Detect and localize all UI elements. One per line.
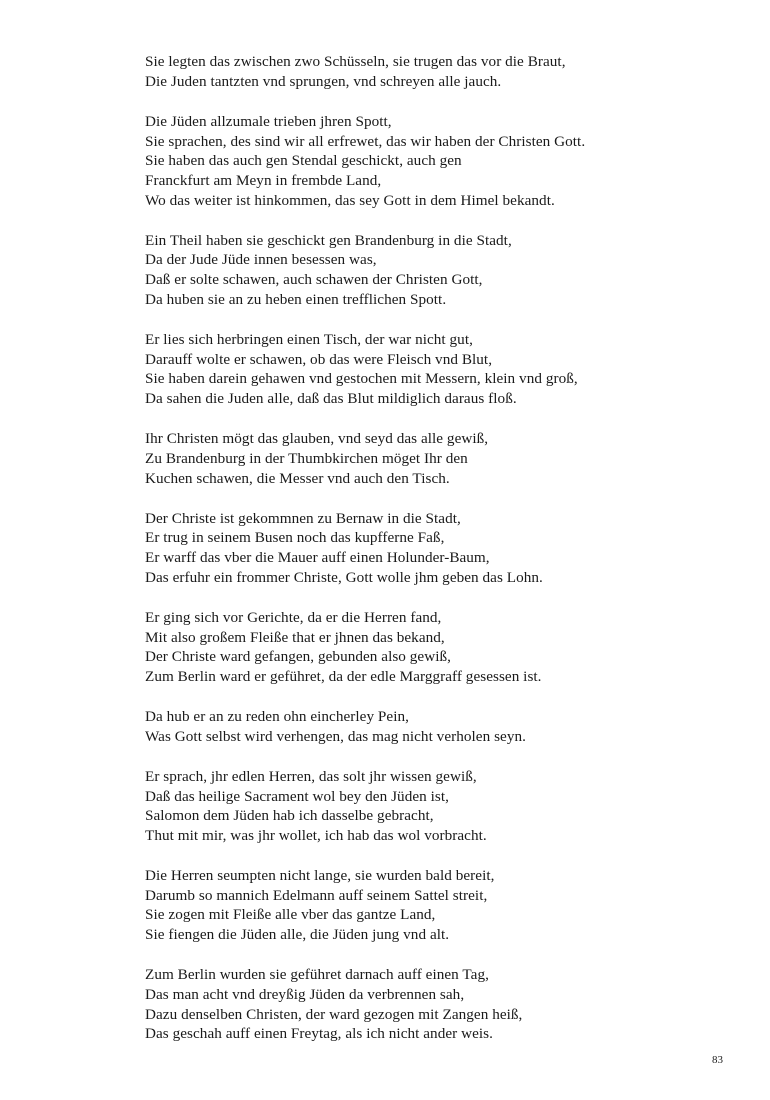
verse-line: Der Christe ist gekommnen zu Bernaw in die Stadt,: [145, 509, 461, 527]
verse-line: Sie sprachen, des sind wir all erfrewet, das wir haben der Christen Gott.: [145, 132, 586, 150]
verse-line: Der Christe ward gefangen, gebunden also gewiß,: [145, 648, 452, 666]
verse-line: Das man acht vnd dreyßig Jüden da verbrennen sah,: [145, 985, 465, 1003]
verse-line: Sie zogen mit Fleiße alle vber das gantze Land,: [145, 906, 436, 924]
verse-line: Er warff das vber die Mauer auff einen Holunder-Baum,: [145, 549, 490, 567]
verse-line: Die Jüden allzumale trieben jhren Spott,: [145, 112, 392, 130]
verse-line: Daß er solte schawen, auch schawen der Christen Gott,: [145, 271, 483, 289]
verse-line: Thut mit mir, was jhr wollet, ich hab das wol vorbracht.: [145, 826, 487, 844]
stanza: [145, 866, 725, 945]
verse-line: Da sahen die Juden alle, daß das Blut mildiglich daraus floß.: [145, 390, 517, 408]
verse-line: Dazu denselben Christen, der ward gezogen mit Zangen heiß,: [145, 1005, 523, 1023]
verse-line: Darauff wolte er schawen, ob das were Fleisch vnd Blut,: [145, 350, 493, 368]
verse-line: Kuchen schawen, die Messer vnd auch den Tisch.: [145, 469, 450, 487]
verse-line: Das erfuhr ein frommer Christe, Gott wolle jhm geben das Lohn.: [145, 568, 543, 586]
stanza: [145, 231, 725, 310]
verse-line: Was Gott selbst wird verhengen, das mag nicht verholen seyn.: [145, 727, 526, 745]
page-number: 83: [712, 1054, 723, 1066]
verse-line: Mit also großem Fleiße that er jhnen das bekand,: [145, 628, 445, 646]
verse-line: Franckfurt am Meyn in frembde Land,: [145, 171, 382, 189]
verse-line: Darumb so mannich Edelmann auff seinem Sattel streit,: [145, 886, 488, 904]
verse-line: Er trug in seinem Busen noch das kupfferne Faß,: [145, 529, 445, 547]
stanza: [145, 429, 725, 488]
verse-line: Er ging sich vor Gerichte, da er die Herren fand,: [145, 608, 442, 626]
stanza: [145, 112, 725, 211]
stanza: [145, 707, 725, 746]
verse-line: Das geschah auff einen Freytag, als ich nicht ander weis.: [145, 1025, 493, 1043]
stanza: [145, 330, 725, 409]
verse-line: Ein Theil haben sie geschickt gen Brandenburg in die Stadt,: [145, 231, 512, 249]
verse-line: Da der Jude Jüde innen besessen was,: [145, 251, 377, 269]
stanza: [145, 509, 725, 588]
verse-line: Zum Berlin ward er geführet, da der edle Marggraff gesessen ist.: [145, 667, 542, 685]
stanza: [145, 965, 725, 1044]
verse-line: Sie haben das auch gen Stendal geschickt, auch gen: [145, 152, 462, 170]
verse-line: Zu Brandenburg in der Thumbkirchen möget Ihr den: [145, 449, 468, 467]
stanza: [145, 608, 725, 687]
verse-line: Sie fiengen die Jüden alle, die Jüden jung vnd alt.: [145, 926, 450, 944]
verse-line: Zum Berlin wurden sie geführet darnach auff einen Tag,: [145, 966, 489, 984]
verse-line: Salomon dem Jüden hab ich dasselbe gebracht,: [145, 807, 434, 825]
poem-text: [145, 52, 725, 1064]
verse-line: Die Juden tantzten vnd sprungen, vnd schreyen alle jauch.: [145, 72, 502, 90]
verse-line: Ihr Christen mögt das glauben, vnd seyd das alle gewiß,: [145, 430, 489, 448]
stanza: [145, 52, 725, 91]
verse-line: Er sprach, jhr edlen Herren, das solt jhr wissen gewiß,: [145, 767, 477, 785]
verse-line: Sie haben darein gehawen vnd gestochen mit Messern, klein vnd groß,: [145, 370, 578, 388]
verse-line: Sie legten das zwischen zwo Schüsseln, sie trugen das vor die Braut,: [145, 53, 566, 70]
verse-line: Da huben sie an zu heben einen trefflichen Spott.: [145, 290, 447, 308]
verse-line: Daß das heilige Sacrament wol bey den Jüden ist,: [145, 787, 449, 805]
verse-line: Wo das weiter ist hinkommen, das sey Gott in dem Himel bekandt.: [145, 191, 555, 209]
verse-line: Er lies sich herbringen einen Tisch, der war nicht gut,: [145, 330, 473, 348]
verse-line: Die Herren seumpten nicht lange, sie wurden bald bereit,: [145, 867, 495, 885]
stanza: [145, 767, 725, 846]
verse-line: Da hub er an zu reden ohn eincherley Pein,: [145, 708, 409, 726]
